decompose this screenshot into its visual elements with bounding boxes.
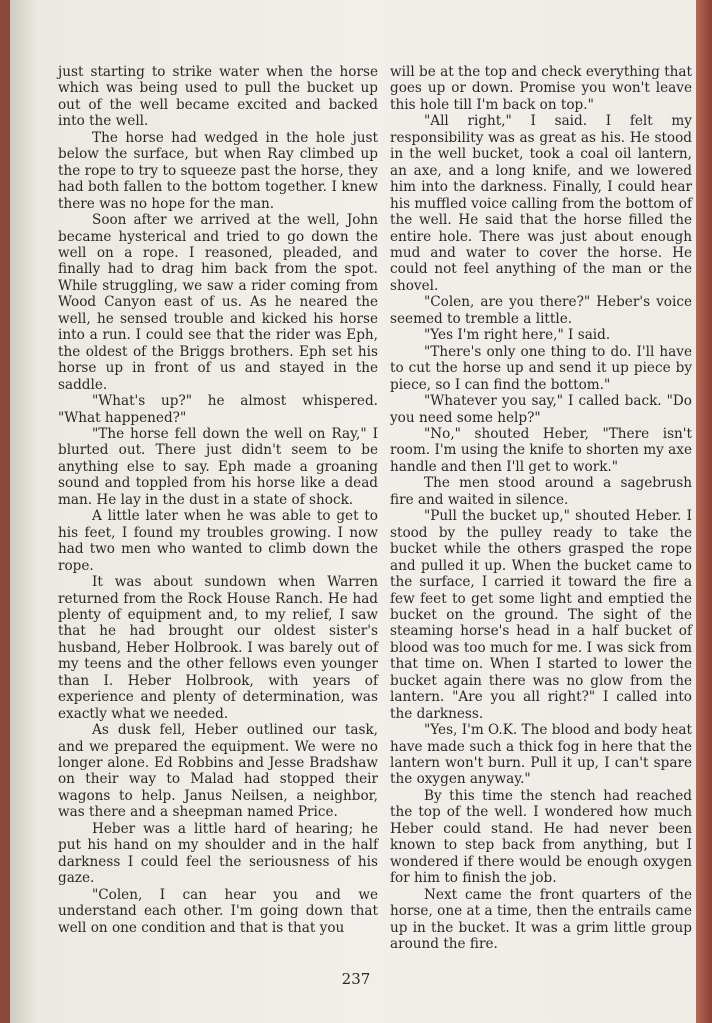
paragraph: "Whatever you say," I called back. "Do you need some help?" bbox=[390, 393, 692, 426]
paragraph: Heber was a little hard of hearing; he put his hand on my shoulder and in the half darkness I could feel the seriousness of his gaze. bbox=[58, 820, 378, 887]
paragraph: just starting to strike water when the horse which was being used to pull the bucket up out of the well became excited and backed into the well. bbox=[58, 64, 378, 130]
paragraph: "Colen, are you there?" Heber's voice seemed to tremble a little. bbox=[390, 294, 692, 327]
paragraph: Soon after we arrived at the well, John became hysterical and tried to go down the well on a rope. I reasoned, pleaded, and finally had to drag him back from the spot. While struggling, we saw a rider coming from Wood Canyon east of us. As he neared the well, he sensed trouble and kicked his horse into a run. I could see that the rider was Eph, the oldest of the Briggs brothers. Eph set his horse up in front of us and stayed in the saddle. bbox=[58, 212, 378, 393]
paragraph: As dusk fell, Heber outlined our task, and we prepared the equipment. We were no longer alone. Ed Robbins and Jesse Bradshaw on their way to Malad had stopped their wagons to help. Janus Neilsen, a neighbor, was there and a sheepman named Price. bbox=[58, 722, 378, 821]
right-column bbox=[390, 64, 692, 952]
paragraph: "No," shouted Heber, "There isn't room. I'm using the knife to shorten my axe handle and then I'll get to work." bbox=[390, 425, 692, 475]
paragraph: "What's up?" he almost whispered. "What happened?" bbox=[58, 393, 378, 426]
paragraph: "Pull the bucket up," shouted Heber. I stood by the pulley ready to take the bucket while the others grasped the rope and pulled it up. When the bucket came to the surface, I carried it toward the fire a few feet to get some light and emptied the bucket on the ground. The sight of the steaming horse's head in a half bucket of blood was too much for me. I was sick from that time on. When I started to lower the bucket again there was no glow from the lantern. "Are you all right?" I called into the darkness. bbox=[390, 508, 692, 722]
paragraph: It was about sundown when Warren returned from the Rock House Ranch. He had plenty of equipment and, to my relief, I saw that he had brought our oldest sister's husband, Heber Holbrook. I was barely out of my teens and the other fellows even younger than I. Heber Holbrook, with years of experience and plenty of determination, was exactly what we needed. bbox=[58, 574, 378, 722]
paragraph: "Yes I'm right here," I said. bbox=[424, 327, 611, 344]
paragraph: "Yes, I'm O.K. The blood and body heat have made such a thick fog in here that the lantern won't burn. Pull it up, I can't spare the oxygen anyway." bbox=[390, 722, 692, 788]
paragraph: "There's only one thing to do. I'll have to cut the horse up and send it up piece by piece, so I can find the bottom." bbox=[390, 343, 692, 393]
left-column bbox=[58, 64, 378, 936]
page-edge bbox=[696, 0, 712, 1023]
paragraph: "All right," I said. I felt my responsibility was as great as his. He stood in the well bucket, took a coal oil lantern, an axe, and a long knife, and we lowered him into the darkness. Finally, I could hear his muffled voice calling from the bottom of the well. He said that the horse filled the entire hole. There was just about enough mud and water to cover the horse. He could not feel anything of the man or the shovel. bbox=[390, 113, 692, 294]
paragraph: By this time the stench had reached the top of the well. I wondered how much Heber could stand. He had never been known to step back from anything, but I wondered if there would be enough oxygen for him to finish the job. bbox=[390, 787, 692, 887]
paragraph: The men stood around a sagebrush fire and waited in silence. bbox=[390, 475, 692, 508]
paragraph: "The horse fell down the well on Ray," I blurted out. There just didn't seem to be anything else to say. Eph made a groaning sound and toppled from his horse like a dead man. He lay in the dust in a state of shock. bbox=[58, 425, 378, 508]
paragraph: The horse had wedged in the hole just below the surface, but when Ray climbed up the rope to try to squeeze past the horse, they had both fallen to the bottom together. I knew there was no hope for the man. bbox=[58, 129, 378, 212]
paragraph: "Colen, I can hear you and we understand each other. I'm going down that well on one condition and that is that you bbox=[58, 886, 378, 936]
paragraph: A little later when he was able to get to his feet, I found my troubles growing. I now had two men who wanted to climb down the rope. bbox=[58, 508, 378, 574]
page-number: 237 bbox=[341, 970, 371, 988]
paragraph: will be at the top and check everything that goes up or down. Promise you won't leave this hole till I'm back on top." bbox=[390, 64, 692, 113]
paragraph: Next came the front quarters of the horse, one at a time, then the entrails came up in the bucket. It was a grim little group around the fire. bbox=[390, 886, 692, 953]
